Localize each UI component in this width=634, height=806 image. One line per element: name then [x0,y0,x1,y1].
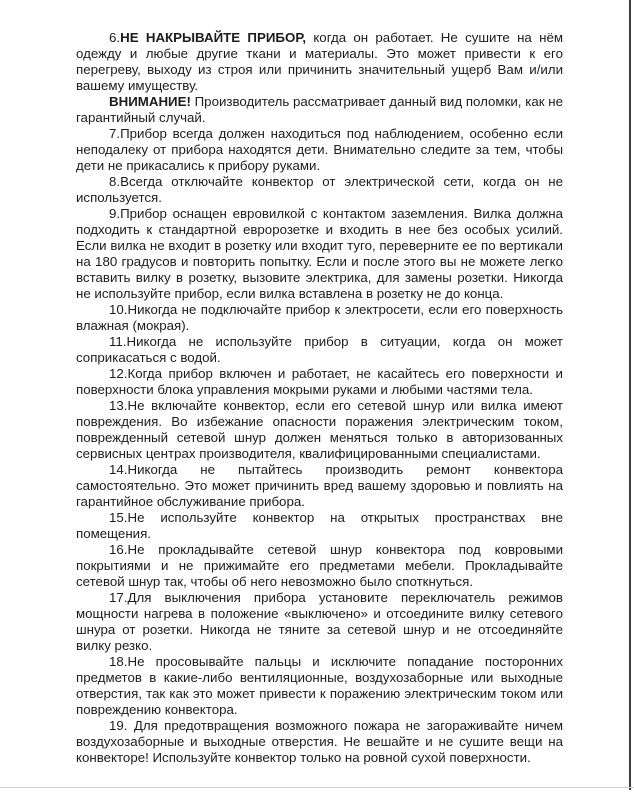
paragraph-text: 12.Когда прибор включен и работает, не касайтесь его поверхности и поверхности блока управления мокрыми руками и любыми частями тела. [76,366,563,397]
paragraph-text: 13.Не включайте конвектор, если его сетевой шнур или вилка имеют повреждения. Во избежание опасности поражения электрическим током, поврежденный сетевой шнур должен меняться только в авторизованных сервисных центрах производителя, квалифицированными специалистами. [76,398,563,461]
paragraph-text: 15.Не используйте конвектор на открытых пространствах вне помещения. [76,510,563,541]
page-right-edge [629,0,631,790]
paragraph-text: 9.Прибор оснащен евровилкой с контактом заземления. Вилка должна подходить к стандартной евророзетке и входить в нее без особых усилий. Если вилка не входит в розетку или входит туго, переверните ее по вертикали на 180 градусов и повторить попытку. Если и после этого вы не можете легко вставить вилку в розетку, вызовите электрика, для замены розетки. Никогда не используйте прибор, если вилка вставлена в розетку не до конца. [76,206,563,301]
page-bottom-edge [0,787,634,788]
paragraph [76,126,563,174]
paragraph-text: 11.Никогда не используйте прибор в ситуации, когда он может соприкасаться с водой. [76,334,563,365]
paragraph [76,398,563,462]
paragraph-text: Производитель рассматривает данный вид поломки, как не гарантийный случай. [76,94,563,125]
paragraph [76,366,563,398]
paragraph [76,510,563,542]
paragraph [76,718,563,766]
paragraph-text: когда он работает. Не сушите на нём одежду и любые другие ткани и материалы. Это может привести к его перегреву, выходу из строя или причинить значительный ущерб Вам и/или вашему имуществу. [76,30,563,93]
paragraph-text: 14.Никогда не пытайтесь производить ремонт конвектора самостоятельно. Это может причинить вред вашему здоровью и повлиять на гарантийное обслуживание прибора. [76,462,563,509]
paragraph-bold-lead: ВНИМАНИЕ! [109,94,191,109]
paragraph [76,590,563,654]
paragraph [76,654,563,718]
paragraph [76,542,563,590]
paragraph [76,462,563,510]
paragraph-bold-lead: НЕ НАКРЫВАЙТЕ ПРИБОР, [120,30,307,45]
paragraph-text: 7.Прибор всегда должен находиться под наблюдением, особенно если неподалеку от прибора находятся дети. Внимательно следите за тем, чтобы дети не прикасались к прибору руками. [76,126,563,173]
paragraph-text: 10.Никогда не подключайте прибор к электросети, если его поверхность влажная (мокрая). [76,302,563,333]
paragraph [76,30,563,94]
paragraph-text: 18.Не просовывайте пальцы и исключите попадание посторонних предметов в какие-либо вентиляционные, воздухозаборные или выходные отверстия, так как это может привести к поражению электрическим током или повреждению конвектора. [76,654,563,717]
paragraph [76,94,563,126]
document-body [76,30,563,766]
paragraph-number: 6. [109,30,121,45]
paragraph-text: 8.Всегда отключайте конвектор от электрической сети, когда он не используется. [76,174,563,205]
paragraph-text: 17.Для выключения прибора установите переключатель режимов мощности нагрева в положение «выключено» и отсоедините вилку сетевого шнура от розетки. Никогда не тяните за сетевой шнур и не отсоединяйте вилку резко. [76,590,563,653]
paragraph-text: 16.Не прокладывайте сетевой шнур конвектора под ковровыми покрытиями и не прижимайте его предметами мебели. Прокладывайте сетевой шнур так, чтобы об него невозможно было споткнуться. [76,542,563,589]
paragraph [76,334,563,366]
paragraph [76,206,563,302]
paragraph-text: 19. Для предотвращения возможного пожара не загораживайте ничем воздухозаборные и выходные отверстия. Не вешайте и не сушите вещи на конвекторе! Используйте конвектор только на ровной сухой поверхности. [76,718,563,765]
paragraph [76,174,563,206]
paragraph [76,302,563,334]
